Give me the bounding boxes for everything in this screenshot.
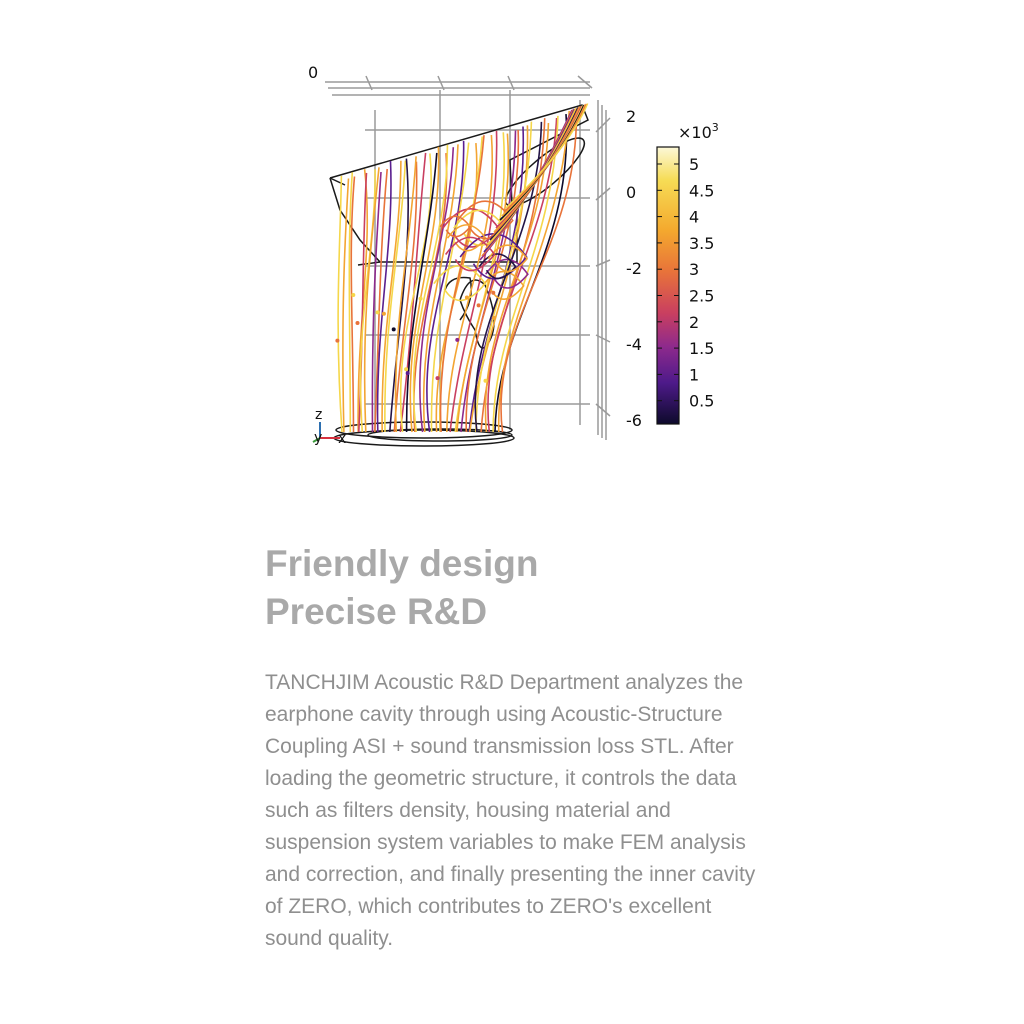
- z-axis-label-2: -2: [626, 259, 642, 278]
- streamline-arrow: [455, 338, 459, 342]
- streamline-arrow: [392, 327, 396, 331]
- colorbar-tick-label: 4.5: [689, 181, 715, 201]
- triad-z-label: z: [315, 407, 323, 423]
- description-paragraph: TANCHJIM Acoustic R&D Department analyzes the earphone cavity through using Acoustic-Structure Coupling ASI + sound transmission loss STL. After loading the geometric structure, it controls the data such as filters density, housing material and suspension system variables to make FEM analysis and correction, and finally presenting the inner cavity of ZERO, which contributes to ZERO's excellent sound quality.: [265, 671, 756, 950]
- colorbar-tick-label: 3: [689, 260, 700, 280]
- headline: [265, 540, 785, 636]
- streamline-arrow: [484, 379, 488, 383]
- colorbar-tick-label: 2: [689, 312, 700, 332]
- streamline-arrow: [406, 371, 410, 375]
- streamline-plot: [300, 60, 740, 460]
- streamline-arrow: [335, 339, 339, 343]
- headline-line-2: Precise R&D: [265, 591, 488, 632]
- streamline: [351, 177, 354, 433]
- streamline-arrow: [491, 291, 495, 295]
- streamline-arrow: [492, 316, 496, 320]
- axis-label-top: 0: [308, 63, 319, 82]
- streamline-arrow: [419, 297, 423, 301]
- z-axis-label-3: -4: [626, 335, 642, 354]
- colorbar-tick-label: 0.5: [689, 391, 715, 411]
- streamline-arrow: [436, 376, 440, 380]
- colorbar: [657, 121, 719, 424]
- colorbar-tick-label: 1.5: [689, 339, 715, 359]
- z-axis-label-4: -6: [626, 411, 642, 430]
- z-axis-label-0: 2: [626, 107, 637, 126]
- streamline-arrow: [351, 293, 355, 297]
- colorbar-tick-label: 2.5: [689, 286, 715, 306]
- colorbar-multiplier: $\times 10^3$: [678, 121, 719, 142]
- colorbar-tick-label: 1: [689, 365, 700, 385]
- headline-line-1: Friendly design: [265, 543, 539, 584]
- colorbar-gradient: [657, 147, 679, 424]
- streamline-arrow: [465, 296, 469, 300]
- streamline-arrow: [356, 321, 360, 325]
- colorbar-tick-label: 5: [689, 155, 700, 174]
- triad-y-label: y: [314, 430, 323, 446]
- colorbar-tick-label: 3.5: [689, 233, 715, 253]
- triad-x-label: x: [338, 431, 347, 447]
- z-axis-label-1: 0: [626, 183, 637, 202]
- streamline-arrow: [382, 312, 386, 316]
- streamline-figure: [300, 60, 740, 460]
- streamline: [338, 176, 342, 432]
- colorbar-tick-label: 4: [689, 207, 700, 227]
- streamline-arrow: [477, 303, 481, 307]
- streamline-arrow: [376, 310, 380, 314]
- streamline-arrow: [404, 367, 408, 371]
